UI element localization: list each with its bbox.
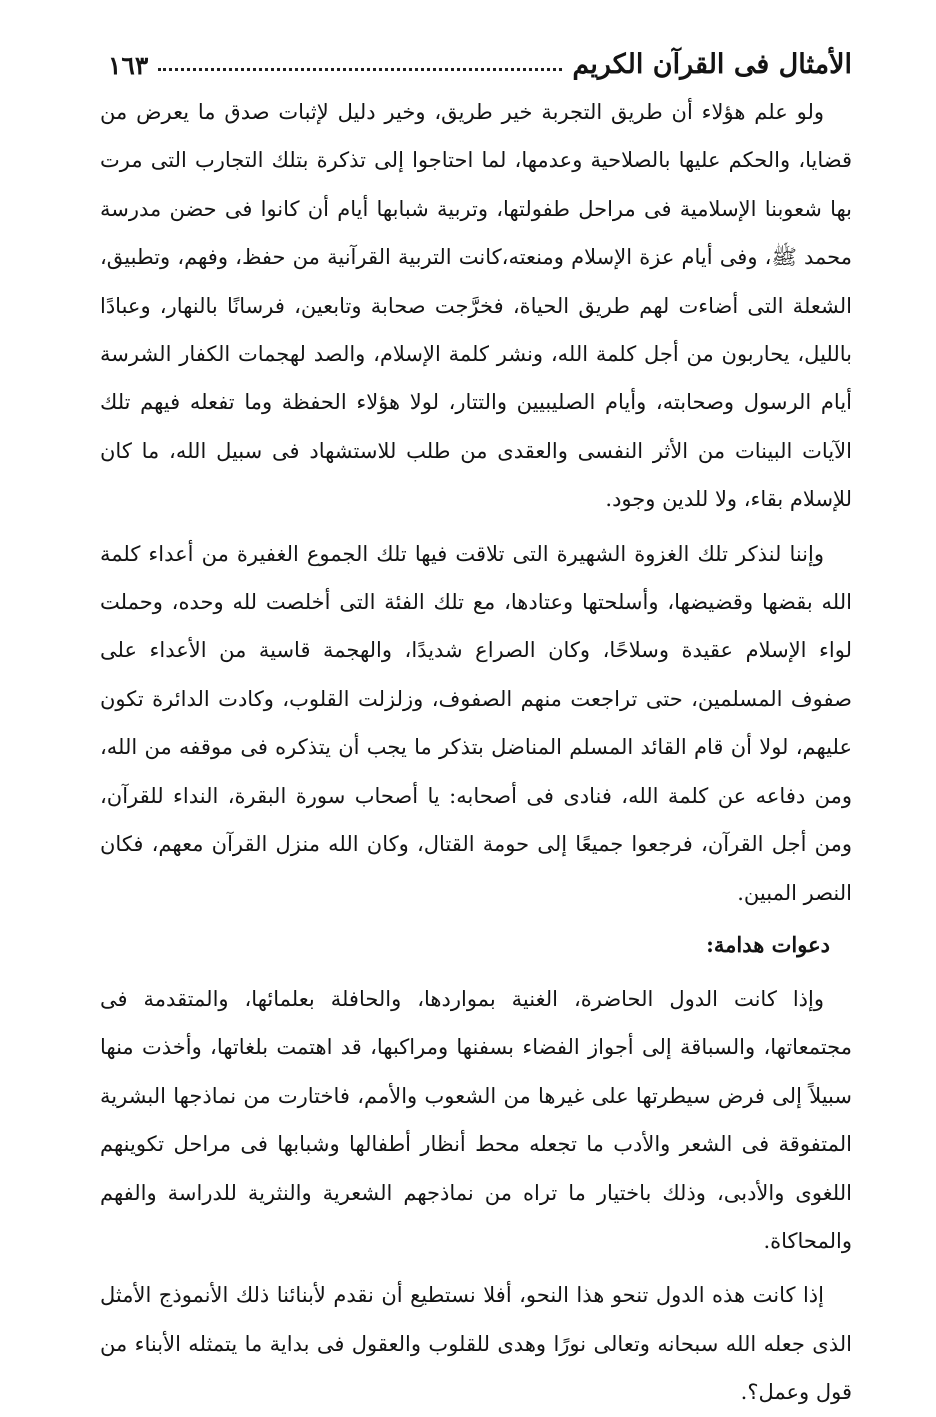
paragraph: وإذا كانت الدول الحاضرة، الغنية بمواردها، والحافلة بعلمائها، والمتقدمة فى مجتمعاتها، والسباقة إلى أجواز الفضاء بسفنها ومراكبها، قد اهتمت بلغاتها، وأخذت منها سبيلاً إلى فرض سيطرتها على غيرها من الشعوب والأمم، فاختارت من نماذجها البشرية المتفوقة فى الشعر والأدب ما تجعله محط أنظار أطفالها وشبابها فى مراحل تكوينهم اللغوى والأدبى، وذلك باختيار ما تراه من نماذجهم الشعرية والنثرية للدراسة والفهم والمحاكاة.	[100, 986, 852, 1253]
section-heading: دعوات هدامة:	[706, 931, 830, 957]
paragraph: ولو علم هؤلاء أن طريق التجربة خير طريق، وخير دليل لإثبات صدق ما يعرض من قضايا، والحكم عليها بالصلاحية وعدمها، لما احتاجوا إلى تذكرة بتلك التجارب التى مرت بها شعوبنا الإسلامية فى مراحل طفولتها، وتربية شبابها أيام أن كانوا فى حضن مدرسة محمد ﷺ، وفى أيام عزة الإسلام ومنعته،كانت التربية القرآنية من حفظ، وفهم، وتطبيق، الشعلة التى أضاءت لهم طريق الحياة، فخرَّجت صحابة وتابعين، فرسانًا بالنهار، وعبادًا بالليل، يحاربون من أجل كلمة الله، ونشر كلمة الإسلام، والصد لهجمات الكفار الشرسة أيام الرسول وصحابته، وأيام الصليبيين والتتار، لولا هؤلاء الحفظة وما تفعله فيهم تلك الآيات البينات من الأثر النفسى والعقدى من طلب للاستشهاد فى سبيل الله، ما كان للإسلام بقاء، ولا للدين وجود.	[100, 100, 852, 512]
body-text	[100, 88, 852, 1417]
running-header	[100, 36, 852, 80]
paragraph: إذا كانت هذه الدول تنحو هذا النحو، أفلا نستطيع أن نقدم لأبنائنا ذلك الأنموذج الأمثل الذى جعله الله سبحانه وتعالى نورًا وهدى للقلوب والعقول فى بداية ما يتمثله الأبناء من قول وعمل؟.	[100, 1283, 852, 1405]
page-number: ١٦٣	[108, 51, 149, 80]
paragraph: وإننا لنذكر تلك الغزوة الشهيرة التى تلاقت فيها تلك الجموع الغفيرة من أعداء كلمة الله بقضها وقضيضها، وأسلحتها وعتادها، مع تلك الفئة التى أخلصت لله وحده، وحملت لواء الإسلام عقيدة وسلاحًا، وكان الصراع شديدًا، والهجمة قاسية من الأعداء على صفوف المسلمين، حتى تراجعت منهم الصفوف، وزلزلت القلوب، وكادت الدائرة تكون عليهم، لولا أن قام القائد المسلم المناضل بتذكر ما يجب أن يتذكره فى موقفه من الله، ومن دفاعه عن كلمة الله، فنادى فى أصحابه: يا أصحاب سورة البقرة، النداء للقرآن، ومن أجل القرآن، فرجعوا جميعًا إلى حومة القتال، وكان الله منزل القرآن معهم، فكان النصر المبين.	[100, 541, 852, 905]
leader-dots	[158, 68, 562, 71]
book-title: الأمثال فى القرآن الكريم	[572, 49, 852, 80]
